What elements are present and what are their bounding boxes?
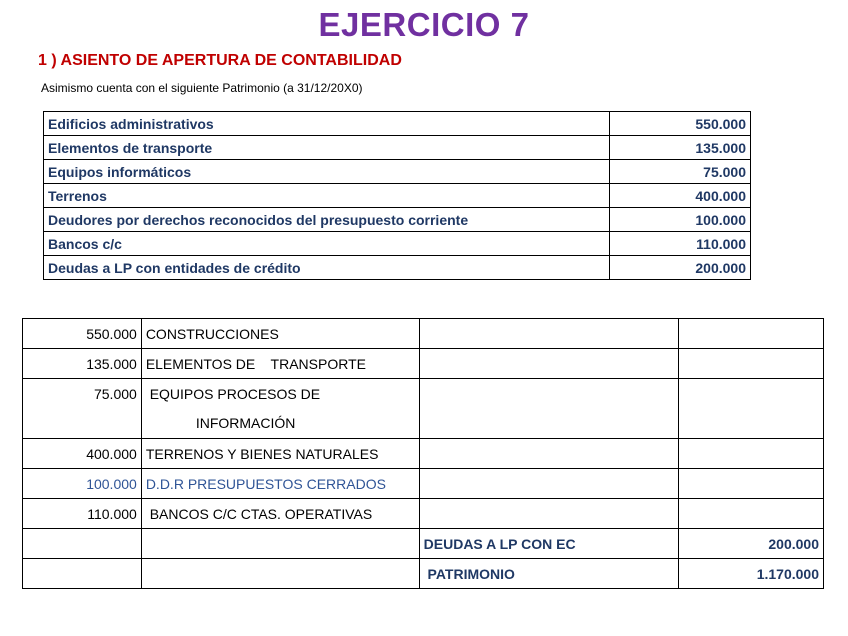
account-label: Equipos informáticos (44, 160, 610, 184)
debe-account-empty (141, 559, 419, 589)
debe-account: ELEMENTOS DE TRANSPORTE (141, 349, 419, 379)
debe-account-empty (141, 529, 419, 559)
table-row (23, 469, 824, 499)
table-row (44, 160, 751, 184)
debe-account-line2: INFORMACIÓN (195, 415, 296, 432)
account-label: Deudas a LP con entidades de crédito (44, 256, 610, 280)
haber-account-empty (419, 379, 679, 409)
debe-amount-empty (23, 409, 142, 439)
haber-account-empty (419, 439, 679, 469)
debe-account (141, 499, 419, 529)
haber-amount-empty (679, 439, 824, 469)
haber-amount-empty (679, 499, 824, 529)
asiento-table (22, 318, 824, 589)
table-row (44, 112, 751, 136)
debe-amount-empty (23, 529, 142, 559)
patrimonio-table (43, 111, 751, 280)
haber-account-empty (419, 349, 679, 379)
haber-amount: 1.170.000 (679, 559, 824, 589)
debe-account-continued (141, 409, 419, 439)
debe-account-text: BANCOS C/C CTAS. OPERATIVAS (149, 505, 373, 522)
account-label: Terrenos (44, 184, 610, 208)
haber-amount-empty (679, 409, 824, 439)
table-row (23, 559, 824, 589)
haber-amount-empty (679, 349, 824, 379)
haber-account-empty (419, 499, 679, 529)
account-amount: 75.000 (610, 160, 751, 184)
haber-amount-empty (679, 379, 824, 409)
debe-amount: 100.000 (23, 469, 142, 499)
haber-account: DEUDAS A LP CON EC (419, 529, 679, 559)
table-row (23, 349, 824, 379)
table-row (23, 529, 824, 559)
account-amount: 200.000 (610, 256, 751, 280)
debe-account-line1: EQUIPOS PROCESOS DE (149, 385, 321, 402)
debe-account: CONSTRUCCIONES (141, 319, 419, 349)
account-amount: 550.000 (610, 112, 751, 136)
table-row (23, 379, 824, 409)
table-row (44, 136, 751, 160)
table-row (23, 319, 824, 349)
section-subtitle: 1 ) ASIENTO DE APERTURA DE CONTABILIDAD (38, 52, 402, 69)
debe-amount: 400.000 (23, 439, 142, 469)
haber-amount: 200.000 (679, 529, 824, 559)
table-row (44, 184, 751, 208)
account-label: Bancos c/c (44, 232, 610, 256)
account-amount: 110.000 (610, 232, 751, 256)
intro-text: Asimismo cuenta con el siguiente Patrimonio (a 31/12/20X0) (41, 81, 363, 95)
debe-account: D.D.R PRESUPUESTOS CERRADOS (141, 469, 419, 499)
table-row (23, 409, 824, 439)
debe-amount-empty (23, 559, 142, 589)
haber-amount-empty (679, 469, 824, 499)
debe-amount: 110.000 (23, 499, 142, 529)
account-amount: 100.000 (610, 208, 751, 232)
table-row (23, 439, 824, 469)
table-row (44, 256, 751, 280)
haber-amount-empty (679, 319, 824, 349)
haber-account-empty (419, 319, 679, 349)
account-amount: 135.000 (610, 136, 751, 160)
account-label: Edificios administrativos (44, 112, 610, 136)
haber-account-empty (419, 469, 679, 499)
table-row (44, 232, 751, 256)
debe-amount: 550.000 (23, 319, 142, 349)
haber-account-text: PATRIMONIO (427, 565, 515, 582)
account-label: Deudores por derechos reconocidos del presupuesto corriente (44, 208, 610, 232)
account-amount: 400.000 (610, 184, 751, 208)
haber-account-empty (419, 409, 679, 439)
account-label: Elementos de transporte (44, 136, 610, 160)
table-row (44, 208, 751, 232)
debe-amount: 135.000 (23, 349, 142, 379)
haber-account (419, 559, 679, 589)
debe-amount: 75.000 (23, 379, 142, 409)
debe-account (141, 379, 419, 409)
page-title: EJERCICIO 7 (318, 6, 530, 43)
table-row (23, 499, 824, 529)
debe-account: TERRENOS Y BIENES NATURALES (141, 439, 419, 469)
